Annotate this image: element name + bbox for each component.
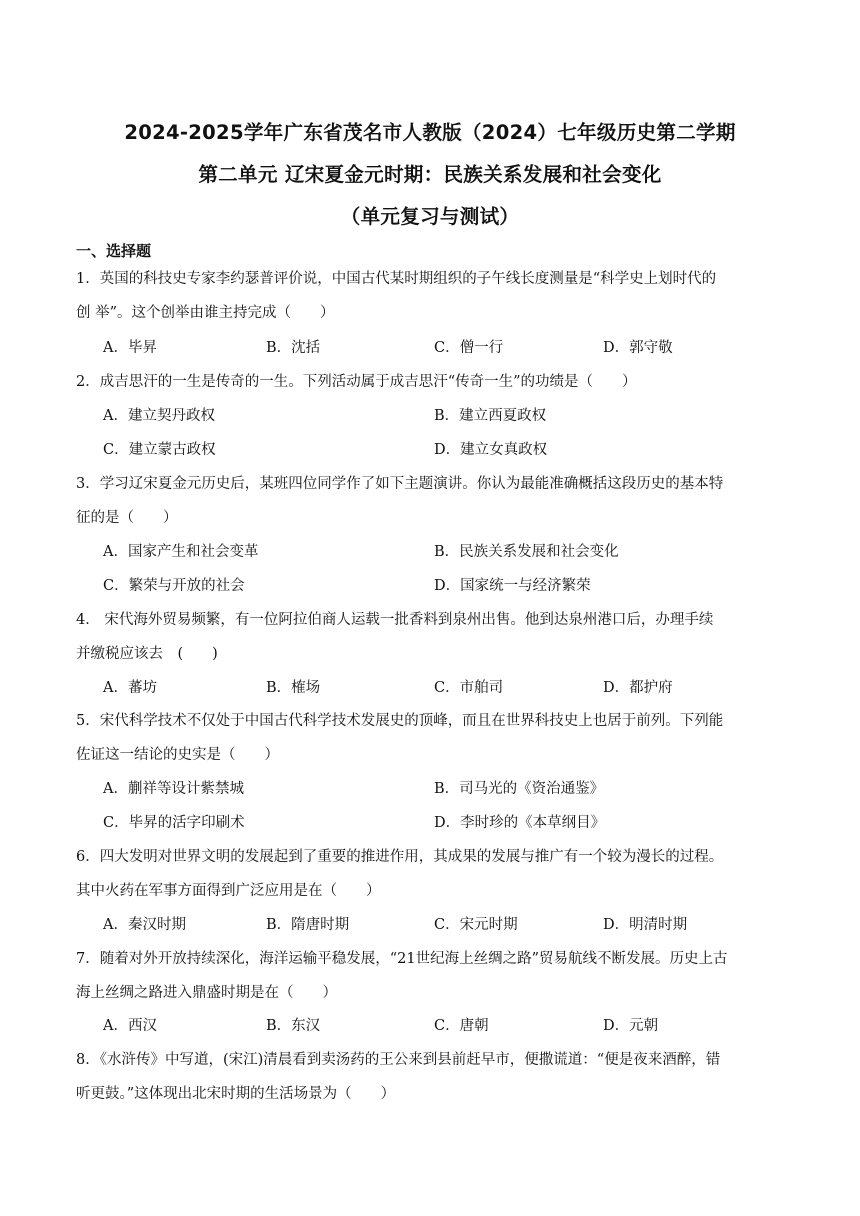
question-7-option-d: D．元朝 <box>603 1018 659 1034</box>
question-6-line-1: 6．四大发明对世界文明的发展起到了重要的推进作用，其成果的发展与推广有一个较为漫长的过程。 <box>76 849 724 865</box>
question-5-option-d: D．李时珍的《本草纲目》 <box>434 815 606 831</box>
question-4-option-a: A．蕃坊 <box>103 680 157 696</box>
question-1-option-a: A．毕昇 <box>103 340 157 356</box>
question-2-option-b: B．建立西夏政权 <box>434 408 547 424</box>
question-3-line-1: 3．学习辽宋夏金元历史后，某班四位同学作了如下主题演讲。你认为最能准确概括这段历史的基本特 <box>76 476 724 492</box>
question-5-line-1: 5．宋代科学技术不仅处于中国古代科学技术发展史的顶峰，而且在世界科技史上也居于前列。下列能 <box>76 713 724 729</box>
question-1-option-d: D．郭守敬 <box>603 340 673 356</box>
question-2-line-1: 2．成吉思汗的一生是传奇的一生。下列活动属于成吉思汗“传奇一生”的功绩是（ ） <box>76 374 637 390</box>
question-5-option-a: A．蒯祥等设计紫禁城 <box>103 781 244 797</box>
question-7-option-b: B．东汉 <box>266 1018 321 1034</box>
question-7-line-2: 海上丝绸之路进入鼎盛时期是在（ ） <box>76 985 337 1001</box>
question-4-line-2: 并缴税应该去 ( ) <box>76 646 218 662</box>
title-line-2: 第二单元 辽宋夏金元时期：民族关系发展和社会变化 <box>198 163 662 186</box>
question-6-option-b: B．隋唐时期 <box>266 917 350 933</box>
question-2-option-a: A．建立契丹政权 <box>103 408 215 424</box>
question-3-line-2: 征的是（ ） <box>76 510 178 526</box>
question-1-option-b: B．沈括 <box>266 340 321 356</box>
question-7-line-1: 7．随着对外开放持续深化，海洋运输平稳发展，“21世纪海上丝绸之路”贸易航线不断发展。历史上古 <box>76 951 728 967</box>
question-7-option-c: C．唐朝 <box>434 1018 489 1034</box>
question-5-option-c: C．毕昇的活字印刷术 <box>103 815 245 831</box>
question-1-option-c: C．僧一行 <box>434 340 504 356</box>
section-title: 一、选择题 <box>76 242 152 260</box>
question-4-option-b: B．榷场 <box>266 680 321 696</box>
question-6-option-a: A．秦汉时期 <box>103 917 186 933</box>
question-7-option-a: A．西汉 <box>103 1018 157 1034</box>
question-4-line-1: 4． 宋代海外贸易频繁，有一位阿拉伯商人运载一批香料到泉州出售。他到达泉州港口后，办理手续 <box>76 612 714 628</box>
question-5-line-2: 佐证这一结论的史实是（ ） <box>76 747 279 763</box>
question-3-option-d: D．国家统一与经济繁荣 <box>434 578 591 594</box>
question-1-line-1: 1．英国的科技史专家李约瑟普评价说，中国古代某时期组织的子午线长度测量是“科学史上划时代的 <box>76 271 717 287</box>
question-2-option-d: D．建立女真政权 <box>434 442 548 458</box>
question-4-option-d: D．都护府 <box>603 680 673 696</box>
title-line-3: （单元复习与测试） <box>340 205 520 228</box>
question-8-line-2: 听更鼓。”这体现出北宋时期的生活场景为（ ） <box>76 1086 396 1102</box>
question-1-line-2: 创 举”。这个创举由谁主持完成（ ） <box>76 305 335 321</box>
question-6-line-2: 其中火药在军事方面得到广泛应用是在（ ） <box>76 883 381 899</box>
question-5-option-b: B．司马光的《资治通鉴》 <box>434 781 605 797</box>
question-3-option-b: B．民族关系发展和社会变化 <box>434 544 619 560</box>
question-2-option-c: C．建立蒙古政权 <box>103 442 216 458</box>
question-6-option-d: D．明清时期 <box>603 917 688 933</box>
question-3-option-c: C．繁荣与开放的社会 <box>103 578 245 594</box>
title-line-1: 2024-2025学年广东省茂名市人教版（2024）七年级历史第二学期 <box>124 121 736 144</box>
question-4-option-c: C．市舶司 <box>434 680 504 696</box>
question-3-option-a: A．国家产生和社会变革 <box>103 544 259 560</box>
question-8-line-1: 8．《水浒传》中写道，(宋江)清晨看到卖汤药的王公来到县前赶早市，便撒谎道：“便是夜来酒醉，错 <box>76 1052 721 1068</box>
question-6-option-c: C．宋元时期 <box>434 917 518 933</box>
